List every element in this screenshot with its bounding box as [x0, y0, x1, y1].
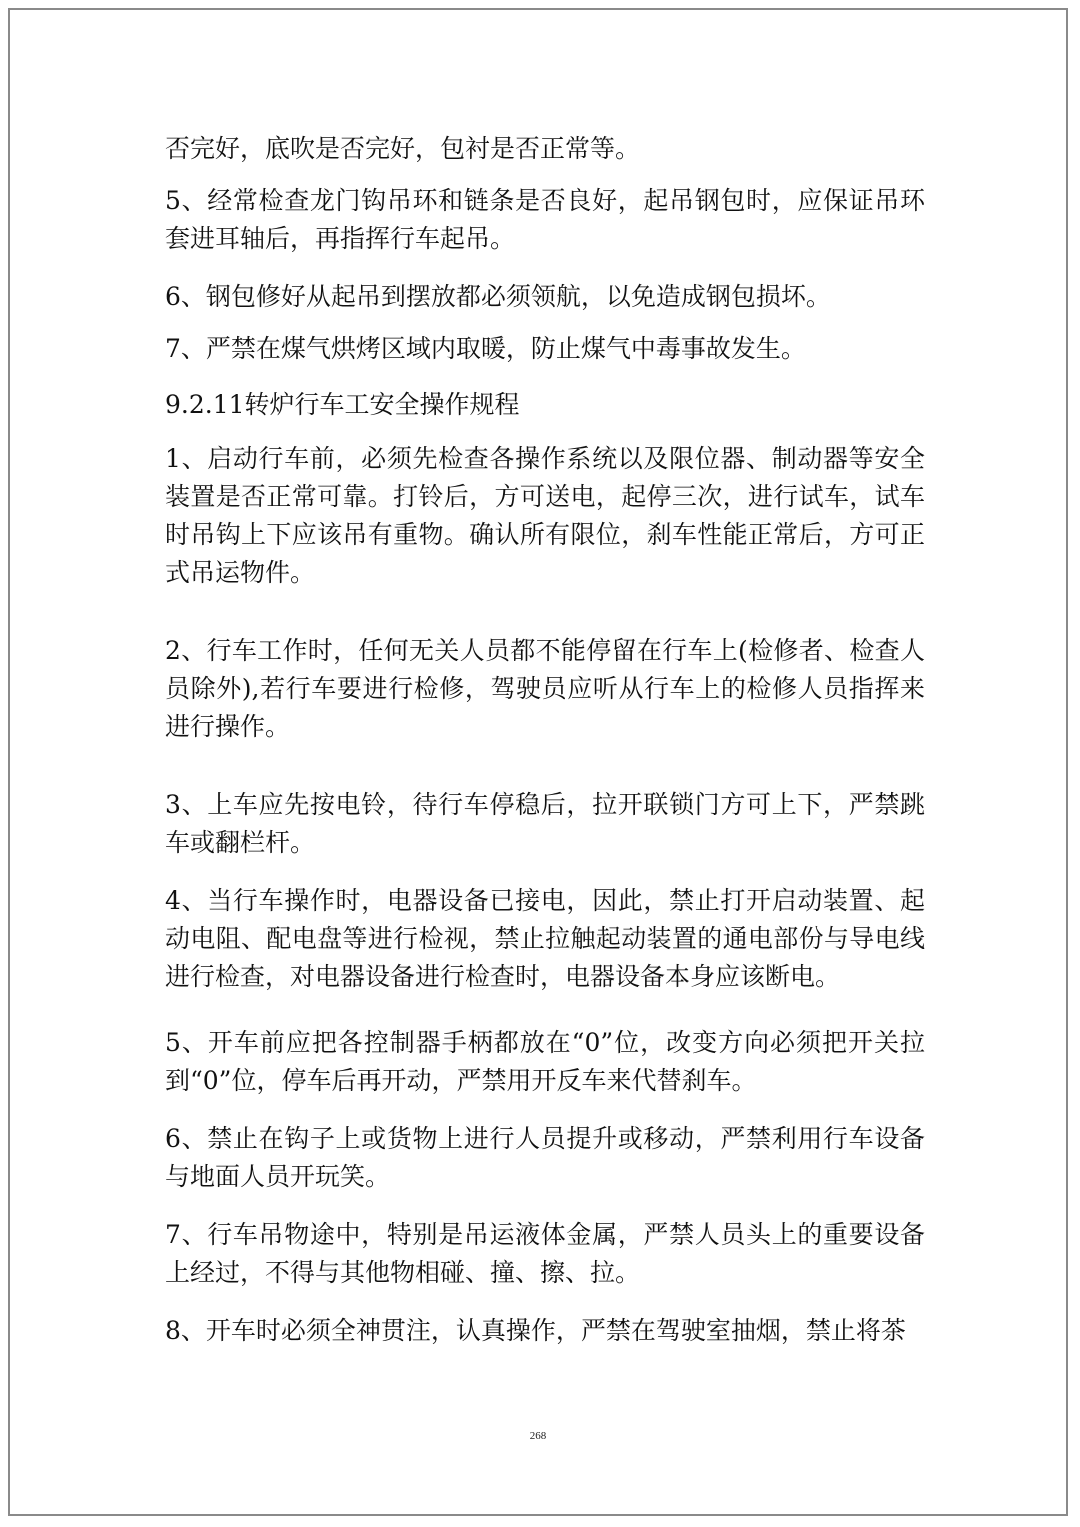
paragraph-item-6: 6、钢包修好从起吊到摆放都必须领航，以免造成钢包损坏。: [165, 282, 831, 311]
page-content: [165, 130, 925, 1350]
paragraph-rule-6: 6、禁止在钩子上或货物上进行人员提升或移动，严禁利用行车设备与地面人员开玩笑。: [165, 1124, 925, 1191]
page-number: 268: [529, 1430, 547, 1442]
paragraph-rule-7: 7、行车吊物途中，特别是吊运液体金属，严禁人员头上的重要设备上经过，不得与其他物相碰、撞、擦、拉。: [165, 1220, 925, 1287]
paragraph-continuation: 否完好，底吹是否完好，包衬是否正常等。: [165, 134, 641, 163]
document-page: [8, 8, 1068, 1516]
paragraph-rule-8: 8、开车时必须全神贯注，认真操作，严禁在驾驶室抽烟，禁止将茶: [165, 1316, 906, 1345]
paragraph-item-5: 5、经常检查龙门钩吊环和链条是否良好，起吊钢包时，应保证吊环套进耳轴后，再指挥行车起吊。: [165, 186, 925, 253]
paragraph-rule-2: 2、行车工作时，任何无关人员都不能停留在行车上(检修者、检查人员除外),若行车要进行检修，驾驶员应听从行车上的检修人员指挥来进行操作。: [165, 636, 925, 741]
paragraph-rule-5: 5、开车前应把各控制器手柄都放在“0”位，改变方向必须把开关拉到“0”位，停车后再开动，严禁用开反车来代替刹车。: [165, 1028, 925, 1095]
paragraph-rule-3: 3、上车应先按电铃，待行车停稳后，拉开联锁门方可上下，严禁跳车或翻栏杆。: [165, 790, 925, 857]
paragraph-item-7: 7、严禁在煤气烘烤区域内取暖，防止煤气中毒事故发生。: [165, 334, 806, 363]
section-heading: 9.2.11转炉行车工安全操作规程: [165, 390, 520, 419]
paragraph-rule-4: 4、当行车操作时，电器设备已接电，因此，禁止打开启动装置、起动电阻、配电盘等进行检视，禁止拉触起动装置的通电部份与导电线进行检查，对电器设备进行检查时，电器设备本身应该断电。: [165, 886, 925, 991]
paragraph-rule-1: 1、启动行车前，必须先检查各操作系统以及限位器、制动器等安全装置是否正常可靠。打铃后，方可送电，起停三次，进行试车，试车时吊钩上下应该吊有重物。确认所有限位，刹车性能正常后，方可正式吊运物件。: [165, 444, 925, 587]
